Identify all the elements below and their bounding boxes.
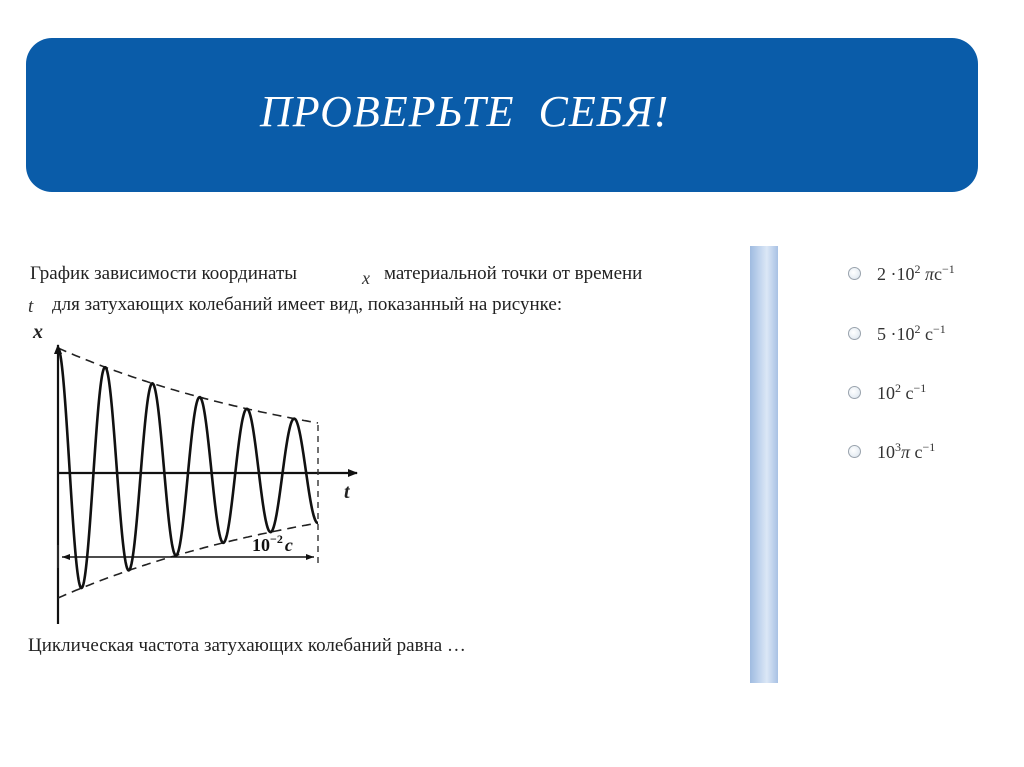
question-line1-b: материальной точки от времени [384, 263, 643, 284]
answer-option-2[interactable] [848, 318, 946, 348]
question-line1-a: График зависимости координаты [30, 263, 298, 284]
answer-option-4[interactable] [848, 436, 935, 466]
x-axis-label: t [344, 481, 350, 503]
radio-button[interactable] [848, 267, 861, 280]
question-line2: для затухающих колебаний имеет вид, показанный на рисунке: [52, 294, 563, 315]
banner-title: ПРОВЕРЬТЕ СЕБЯ! [260, 87, 670, 136]
question-footer: Циклическая частота затухающих колебаний равна … [28, 635, 466, 656]
option-label: $2 \cdot 10^2$ $\pi с^{-1}$ [877, 261, 955, 284]
interval-label: $10^{-2}$ с [252, 532, 293, 555]
radio-button[interactable] [848, 445, 861, 458]
answer-option-3[interactable] [848, 377, 926, 407]
question-var-x: x [362, 268, 370, 288]
radio-button[interactable] [848, 327, 861, 340]
question-var-t: t [28, 296, 34, 317]
option-label: $5 \cdot 10^2$ $с^{-1}$ [877, 321, 946, 344]
y-axis-label: x [33, 321, 43, 343]
radio-button[interactable] [848, 386, 861, 399]
option-label: $10^3\pi$ $с^{-1}$ [877, 439, 936, 462]
option-label: $10^2$ $с^{-1}$ [877, 380, 927, 403]
answer-option-1[interactable] [848, 258, 955, 288]
divider-bar [750, 246, 778, 683]
